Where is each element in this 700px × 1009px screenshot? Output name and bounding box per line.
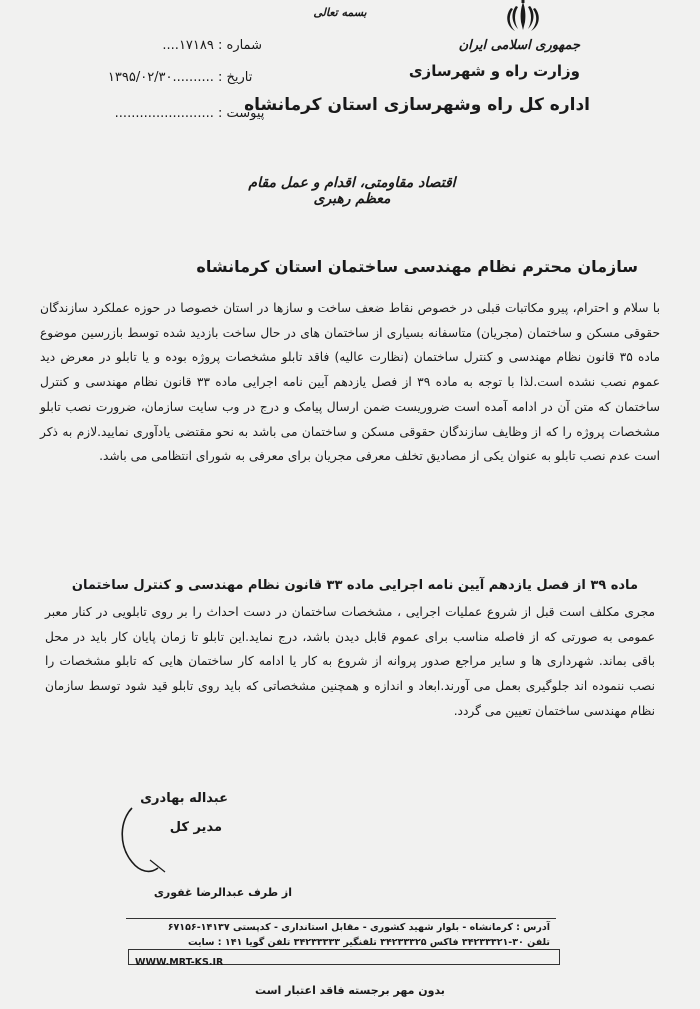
org-country: جمهوری اسلامی ایران (458, 38, 580, 53)
letter-date-label: تاریخ : (218, 70, 253, 85)
bismillah-heading: بسمه تعالی (313, 6, 367, 19)
slogan: اقتصاد مقاومتی، اقدام و عمل مقام معظم رهبری (248, 175, 456, 207)
body-paragraph-2: مجری مکلف است قبل از شروع عملیات اجرایی ، مشخصات ساختمان در دست احداث را بر روی تابلویی در کنار معبر عمومی به صورتی که از فاصله مناسب برای عموم قابل دیدن باشد، درج نماید.این تابلو تا زمان پایان کار باید در محل باقی بماند. شهرداری ها و سایر مراجع صدور پروانه از شروع به کار یا ادامه کار ساختمان هایی که تابلو مشخصات را نصب ننموده اند جلوگیری بعمل می آورند.ابعاد و اندازه و همچنین مشخصاتی که باید روی تابلو قید شود توسط سازمان نظام مهندسی ساختمان تعیین می گردد. (45, 605, 655, 718)
letter-attachment (80, 106, 280, 121)
article-heading: ماده ۳۹ از فصل یازدهم آیین نامه اجرایی ماده ۳۳ قانون نظام مهندسی و کنترل ساختمان (71, 578, 638, 593)
letter-number (80, 38, 280, 53)
footer-divider (126, 918, 556, 919)
signatory-title: مدیر کل (169, 820, 222, 835)
letter-date-value: ..........۱۳۹۵/۰۲/۳۰ (107, 70, 214, 85)
body-paragraph-1: با سلام و احترام، پیرو مکاتبات قبلی در خصوص نقاط ضعف ساخت و سازها در استان خصوصا در حوزه عملکرد سازندگان حقوقی مسکن و ساختمان (مجریان) متاسفانه بسیاری از ساختمان های در حال ساخت بازدید شده توسط بازرسین موضوع ماده ۳۵ قانون نظام مهندسی و کنترل ساختمان (نظارت عالیه) فاقد تابلو مشخصات پروژه بوده و یا تابلو در معرض دید عموم نصب نشده است.لذا با توجه به ماده ۳۹ از فصل یازدهم آیین نامه اجرایی ماده ۳۳ قانون نظام مهندسی و کنترل ساختمان که متن آن در ادامه آمده است ضروریست ضمن ارسال پیامک و درج در وب سایت سازمان، ضرورت نصب تابلو مشخصات پروژه را که از وظایف سازندگان حقوقی مسکن و ساختمان می باشد به نحو مقتضی یادآوری نمایید.لازم به ذکر است عدم نصب تابلو به عنوان یکی از مصادیق تخلف معرفی مجریان برای معرفی به شورای انتظامی می باشد. (40, 301, 661, 464)
footer-address: آدرس : کرمانشاه - بلوار شهید کشوری - مقابل استانداری - کدپستی ۱۴۱۳۷-۶۷۱۵۶ (167, 922, 550, 933)
on-behalf-of: از طرف عبدالرضا غفوری (153, 886, 292, 899)
footer-website-box (128, 949, 560, 968)
letter-number-label: شماره : (218, 38, 262, 53)
letter-attachment-label: پیوست : (218, 106, 265, 121)
letter-attachment-value: ........................ (114, 106, 214, 121)
recipient: سازمان محترم نظام مهندسی ساختمان استان کرمانشاه (196, 257, 638, 276)
validity-note: بدون مهر برجسته فاقد اعتبار است (255, 984, 445, 997)
iran-emblem-icon (500, 0, 546, 34)
letter-date (80, 70, 280, 85)
website-link[interactable]: WWW.MRT-KS.IR (135, 957, 224, 968)
letter-number-value: ۱۷۱۸۹.... (162, 38, 214, 53)
org-department: اداره کل راه وشهرسازی استان کرمانشاه (244, 95, 590, 115)
signatory-name: عبداله بهادری (140, 791, 228, 806)
org-ministry: وزارت راه و شهرسازی (408, 62, 580, 80)
footer-phones: تلفن ۳۰-۳۴۲۳۳۳۲۱ فاکس ۳۴۲۳۳۳۲۵ تلفنگیر ۳۴۲۳۳۳۳۳ تلفن گویا ۱۴۱ : سایت (187, 937, 550, 948)
